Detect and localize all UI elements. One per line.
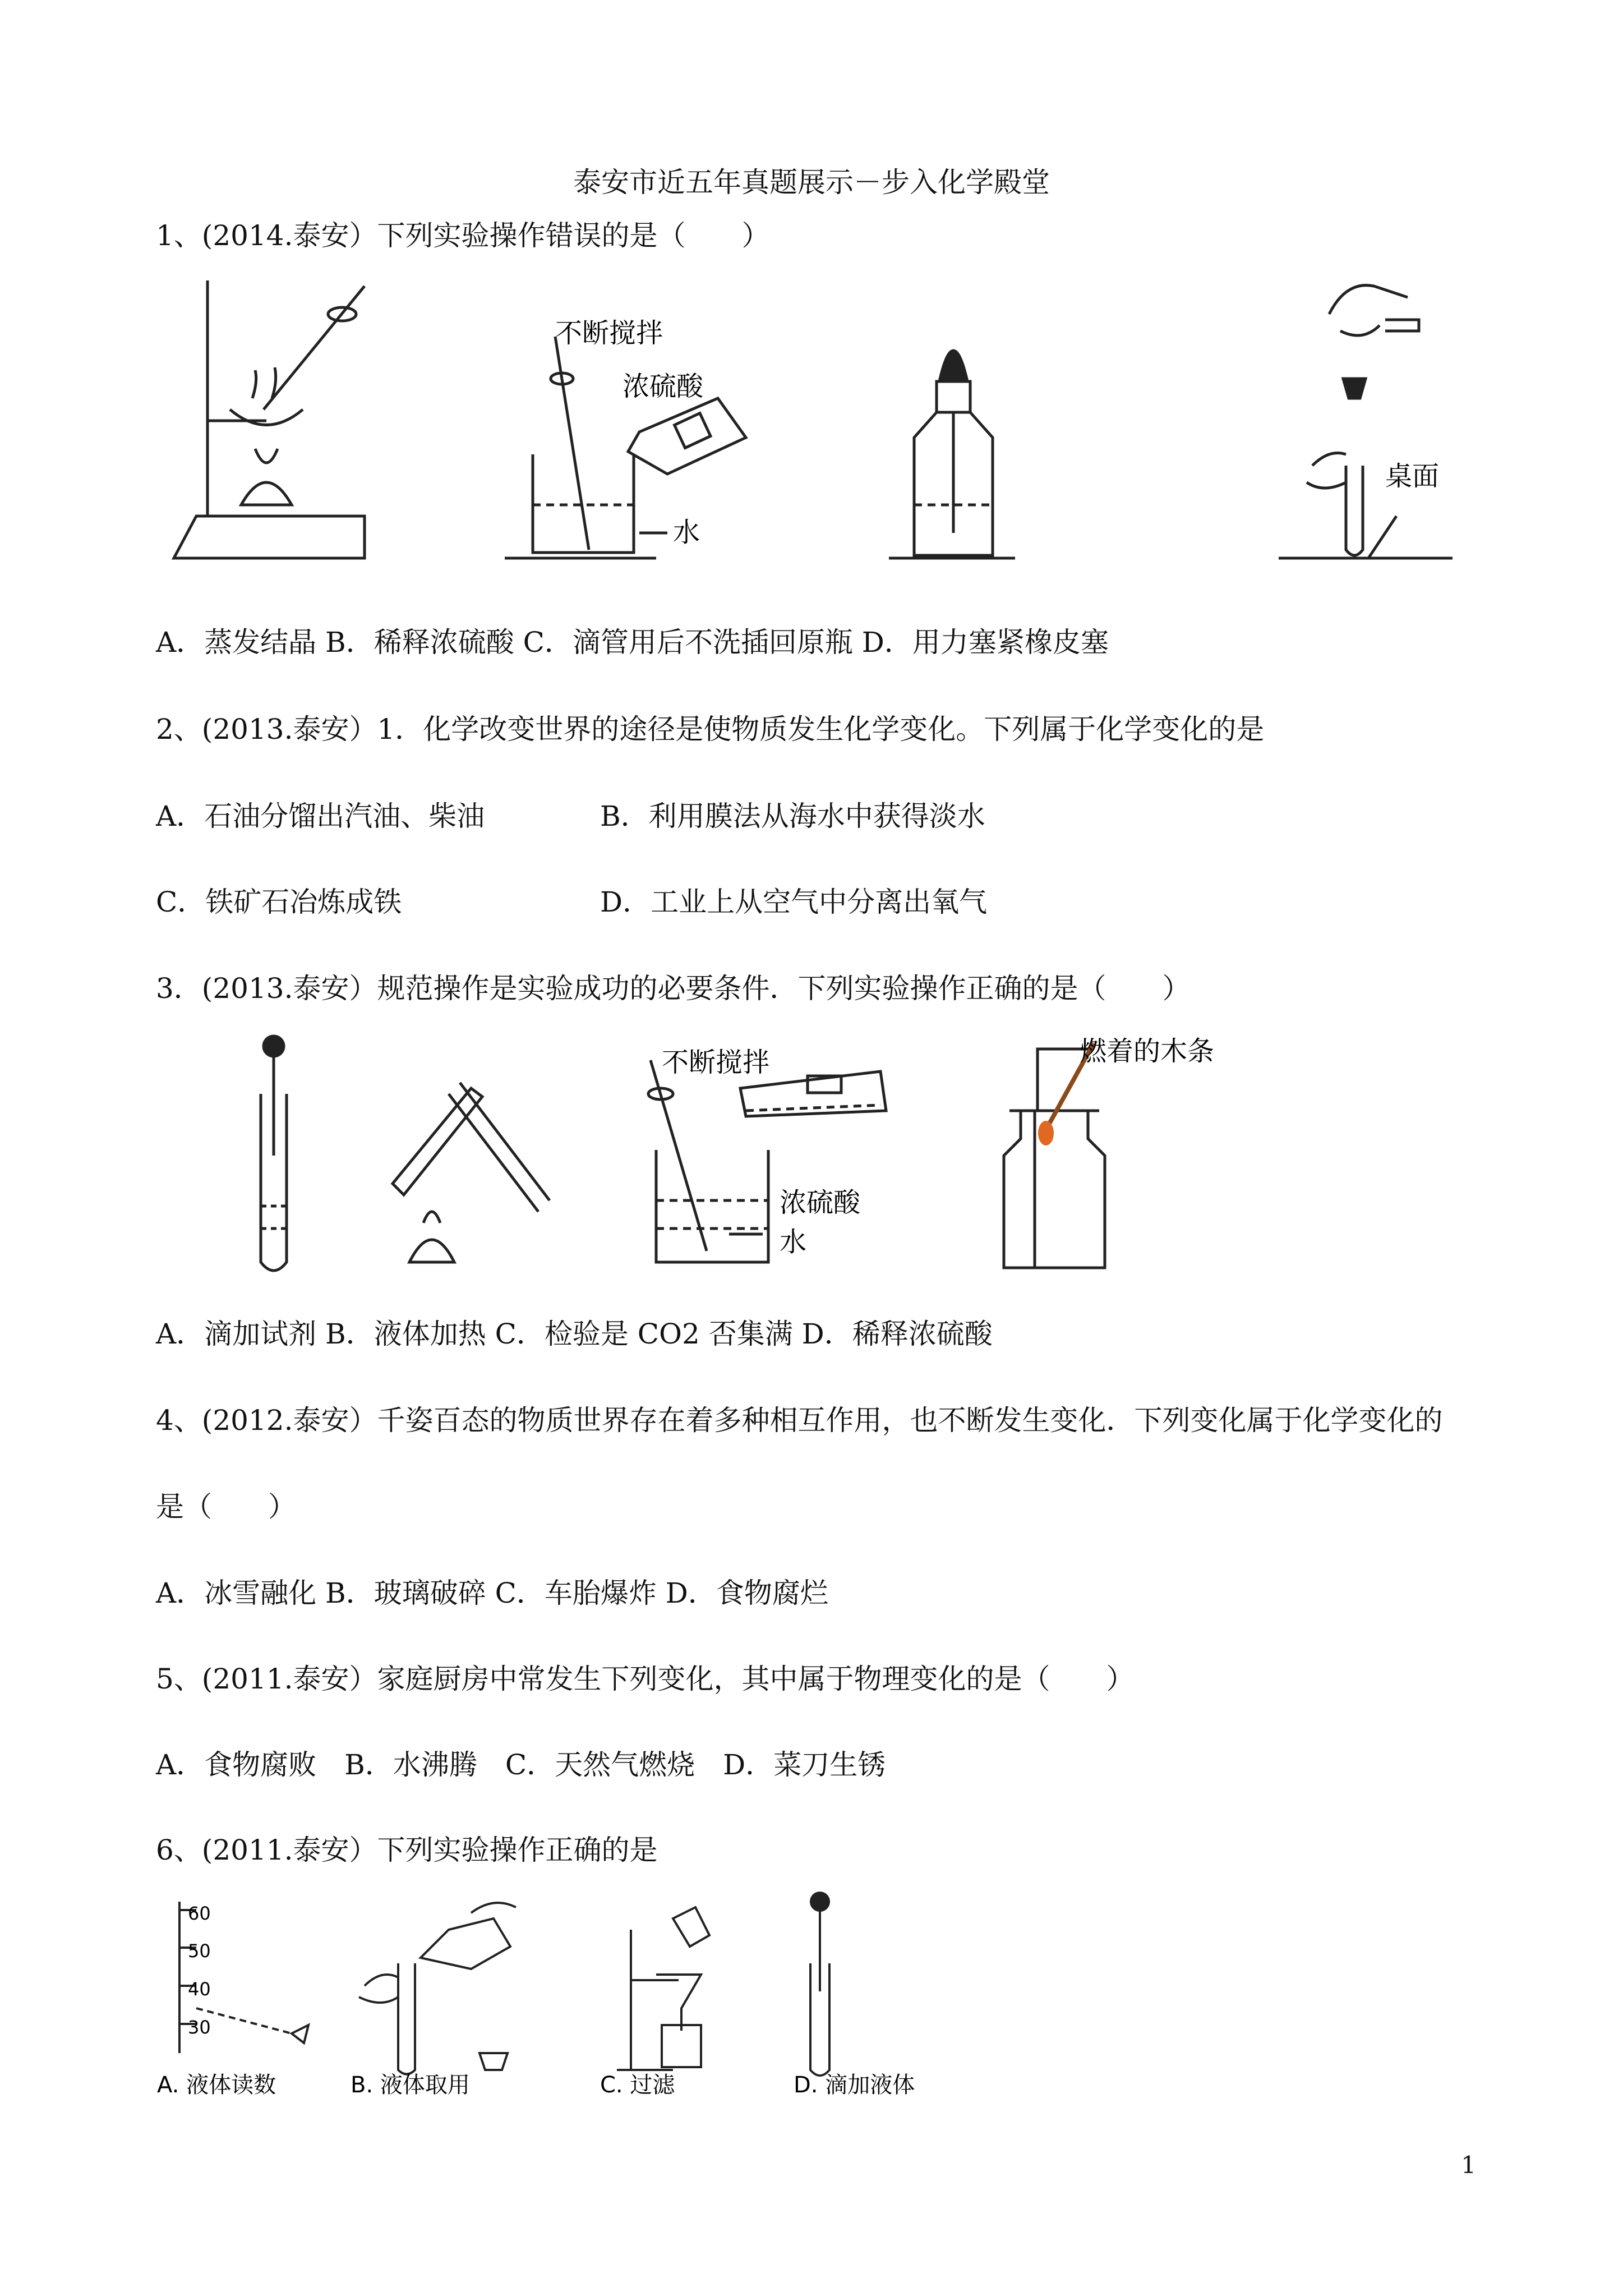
q6-b-bottle-cap (479, 2053, 508, 2070)
q2-option-a: A．石油分馏出汽油、柴油 (156, 800, 485, 832)
q1-stem: 1、(2014.泰安）下列实验操作错误的是（ ） (156, 219, 770, 252)
q6-a-tick-30: 30 (188, 2017, 211, 2038)
q4-stem-line2: 是（ ） (156, 1490, 296, 1523)
q3-stem: 3．(2013.泰安）规范操作是实验成功的必要条件．下列实验操作正确的是（ ） (156, 972, 1191, 1005)
q6-caption-d: D. 滴加液体 (794, 2072, 915, 2098)
q6-a-tick-60: 60 (188, 1903, 211, 1924)
q1-label-water: 水 (673, 517, 700, 548)
q1-label-stir: 不断搅拌 (555, 318, 663, 349)
q3-label-burning-stick: 燃着的木条 (1080, 1036, 1215, 1067)
q1-a-evaporating-dish (230, 409, 303, 425)
q1-b-acid-bottle (628, 398, 746, 474)
q1-options: A．蒸发结晶 B．稀释浓硫酸 C．滴管用后不洗插回原瓶 D．用力塞紧橡皮塞 (156, 626, 1109, 659)
q1-a-iron-stand (174, 516, 365, 558)
q2-option-b: B．利用膜法从海水中获得淡水 (600, 800, 985, 832)
q3-d-flame (1038, 1121, 1054, 1145)
q6-figure (157, 1885, 931, 2098)
q6-b-test-tube (398, 1963, 415, 2074)
q3-b-test-tube (393, 1088, 482, 1195)
q3-label-acid: 浓硫酸 (780, 1187, 861, 1218)
q1-c-dropper-bulb (939, 351, 967, 381)
q1-d-stopper (1343, 379, 1366, 398)
q6-stem: 6、(2011.泰安）下列实验操作正确的是 (156, 1834, 658, 1866)
page-title: 泰安市近五年真题展示－步入化学殿堂 (573, 166, 1050, 199)
q3-label-stir: 不断搅拌 (662, 1047, 770, 1078)
q6-caption-a: A. 液体读数 (157, 2072, 276, 2098)
q1-figure (163, 269, 1475, 572)
q6-a-tick-50: 50 (188, 1940, 211, 1962)
q6-a-eye (292, 2025, 308, 2043)
q1-a-alcohol-lamp (241, 482, 292, 505)
q1-b-glass-rod (555, 337, 589, 550)
q5-stem: 5、(2011.泰安）家庭厨房中常发生下列变化，其中属于物理变化的是（ ） (156, 1663, 1135, 1695)
q1-d-test-tube (1346, 466, 1363, 555)
q6-c-beaker (662, 2025, 701, 2067)
q4-stem-line1: 4、(2012.泰安）千姿百态的物质世界存在着多种相互作用，也不断发生变化．下列变化属于化学变化的 (156, 1404, 1443, 1437)
q4-options: A．冰雪融化 B．玻璃破碎 C．车胎爆炸 D．食物腐烂 (156, 1577, 828, 1609)
q6-c-funnel (656, 1975, 701, 2031)
q6-b-reagent-bottle (421, 1918, 510, 1969)
q2-option-d: D．工业上从空气中分离出氧气 (600, 886, 988, 918)
q3-options: A．滴加试剂 B．液体加热 C．检验是 CO2 否集满 D．稀释浓硫酸 (156, 1318, 993, 1350)
q3-b-alcohol-lamp (409, 1240, 454, 1262)
q3-figure (224, 1027, 1290, 1285)
q2-stem: 2、(2013.泰安）1．化学改变世界的途径是使物质发生化学变化。下列属于化学变化的是 (156, 713, 1265, 746)
q3-d-gas-bottle (1004, 1111, 1105, 1268)
q2-option-c: C．铁矿石冶炼成铁 (156, 886, 402, 918)
q1-label-acid: 浓硫酸 (623, 371, 704, 402)
page-number: 1 (1461, 2151, 1476, 2179)
q6-caption-b: B. 液体取用 (351, 2072, 470, 2098)
q1-label-tabletop: 桌面 (1385, 461, 1440, 492)
q5-options: A．食物腐败 B．水沸腾 C．天然气燃烧 D．菜刀生锈 (156, 1749, 886, 1781)
q3-label-water: 水 (780, 1226, 807, 1258)
q3-c-beaker (656, 1150, 768, 1262)
q6-caption-c: C. 过滤 (600, 2072, 675, 2098)
q6-a-tick-40: 40 (188, 1978, 211, 2000)
